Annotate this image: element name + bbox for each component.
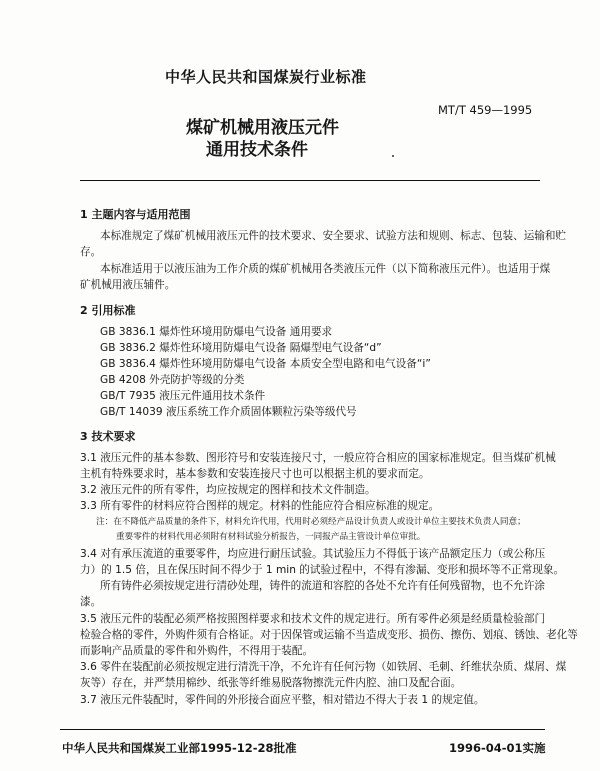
section-3-line: 检验合格的零件，外购件须有合格证。对于因保管或运输不当造成变形、损伤、擦伤、划痕、锈蚀、老化等: [80, 629, 578, 641]
effective-date: 1996-04-01实施: [449, 741, 546, 755]
section-3-line: 漆。: [80, 596, 102, 608]
footer-divider: [60, 729, 545, 730]
section-1-line: 矿机械用液压辅件。: [80, 279, 176, 291]
section-3-line: 灰等）存在，并严禁用棉纱、纸张等纤维易脱落物擦洗元件内腔、油口及配合面。: [80, 677, 462, 689]
approval-line: 中华人民共和国煤炭工业部1995-12-28批准: [62, 741, 297, 755]
section-3-line: 3.7 液压元件装配时，零件间的外形接合面应平整，相对错边不得大于表 1 的规定值。: [80, 694, 485, 706]
reference-item: GB 3836.4 爆炸性环境用防爆电气设备 本质安全型电路和电气设备“i”: [100, 358, 431, 370]
reference-item: GB/T 14039 液压系统工作介质固体颗粒污染等级代号: [100, 406, 357, 418]
section-3-heading: 3 技术要求: [80, 430, 136, 443]
reference-item: GB 4208 外壳防护等级的分类: [100, 374, 245, 386]
standard-class-label: 中华人民共和国煤炭行业标准: [165, 68, 367, 86]
section-3-line: 而影响产品质量的零件和外购件，不得用于装配。: [80, 645, 314, 657]
document-title-line-2: 通用技术条件: [206, 140, 308, 160]
section-3-line: 力）的 1.5 倍，且在保压时间不得少于 1 min 的试验过程中，不得有渗漏、变形和损坏等不正常现象。: [80, 564, 565, 576]
section-1-line: 本标准适用于以液压油为工作介质的煤矿机械用各类液压元件（以下简称液压元件）。也适用于煤: [100, 263, 551, 275]
section-3-line: 3.6 零件在装配前必须按规定进行清洗干净，不允许有任何污物（如铁屑、毛刺、纤维状杂质、煤屑、煤: [80, 661, 567, 673]
section-3-line: 3.2 液压元件的所有零件，均应按规定的图样和技术文件制造。: [80, 484, 376, 496]
reference-item: GB/T 7935 液压元件通用技术条件: [100, 390, 266, 402]
reference-item: GB 3836.1 爆炸性环境用防爆电气设备 通用要求: [100, 326, 333, 338]
section-3-line: 所有铸件必须按规定进行清砂处理，铸件的流道和容腔的各处不允许有任何残留物，也不允许涂: [100, 580, 545, 592]
header-divider: [80, 180, 540, 181]
section-3-note: 重要零件的材料代用必须附有材料试验分析报告，一同报产品主管设计单位审批。: [116, 532, 426, 542]
section-3-line: 3.5 液压元件的装配必须严格按照图样要求和技术文件的规定进行。所有零件必须是经质量检验部门: [80, 613, 546, 625]
section-3-line: 主机有特殊要求时，基本参数和安装连接尺寸也可以根据主机的要求而定。: [80, 468, 430, 480]
section-2-heading: 2 引用标准: [80, 304, 136, 317]
reference-item: GB 3836.2 爆炸性环境用防爆电气设备 隔爆型电气设备“d”: [100, 342, 382, 354]
section-3-line: 3.3 所有零件的材料应符合图样的规定。材料的性能应符合相应标准的规定。: [80, 500, 440, 512]
document-title-line-1: 煤矿机械用液压元件: [186, 118, 339, 138]
section-3-line: 3.4 对有承压流道的重要零件，均应进行耐压试验。其试验压力不得低于该产品额定压力（或公称压: [80, 548, 546, 560]
section-3-line: 3.1 液压元件的基本参数、图形符号和安装连接尺寸，一般应符合相应的国家标准规定。但当煤矿机械: [80, 452, 556, 464]
scan-speck: [392, 155, 394, 157]
section-3-note: 注：在不降低产品质量的条件下，材料允许代用，代用时必须经产品设计负责人或设计单位主要技术负责人同意；: [96, 517, 526, 527]
section-1-line: 存。: [80, 246, 102, 258]
standard-code: MT/T 459—1995: [438, 103, 533, 117]
section-1-line: 本标准规定了煤矿机械用液压元件的技术要求、安全要求、试验方法和规则、标志、包装、运输和贮: [100, 230, 567, 242]
section-1-heading: 1 主题内容与适用范围: [80, 208, 191, 221]
